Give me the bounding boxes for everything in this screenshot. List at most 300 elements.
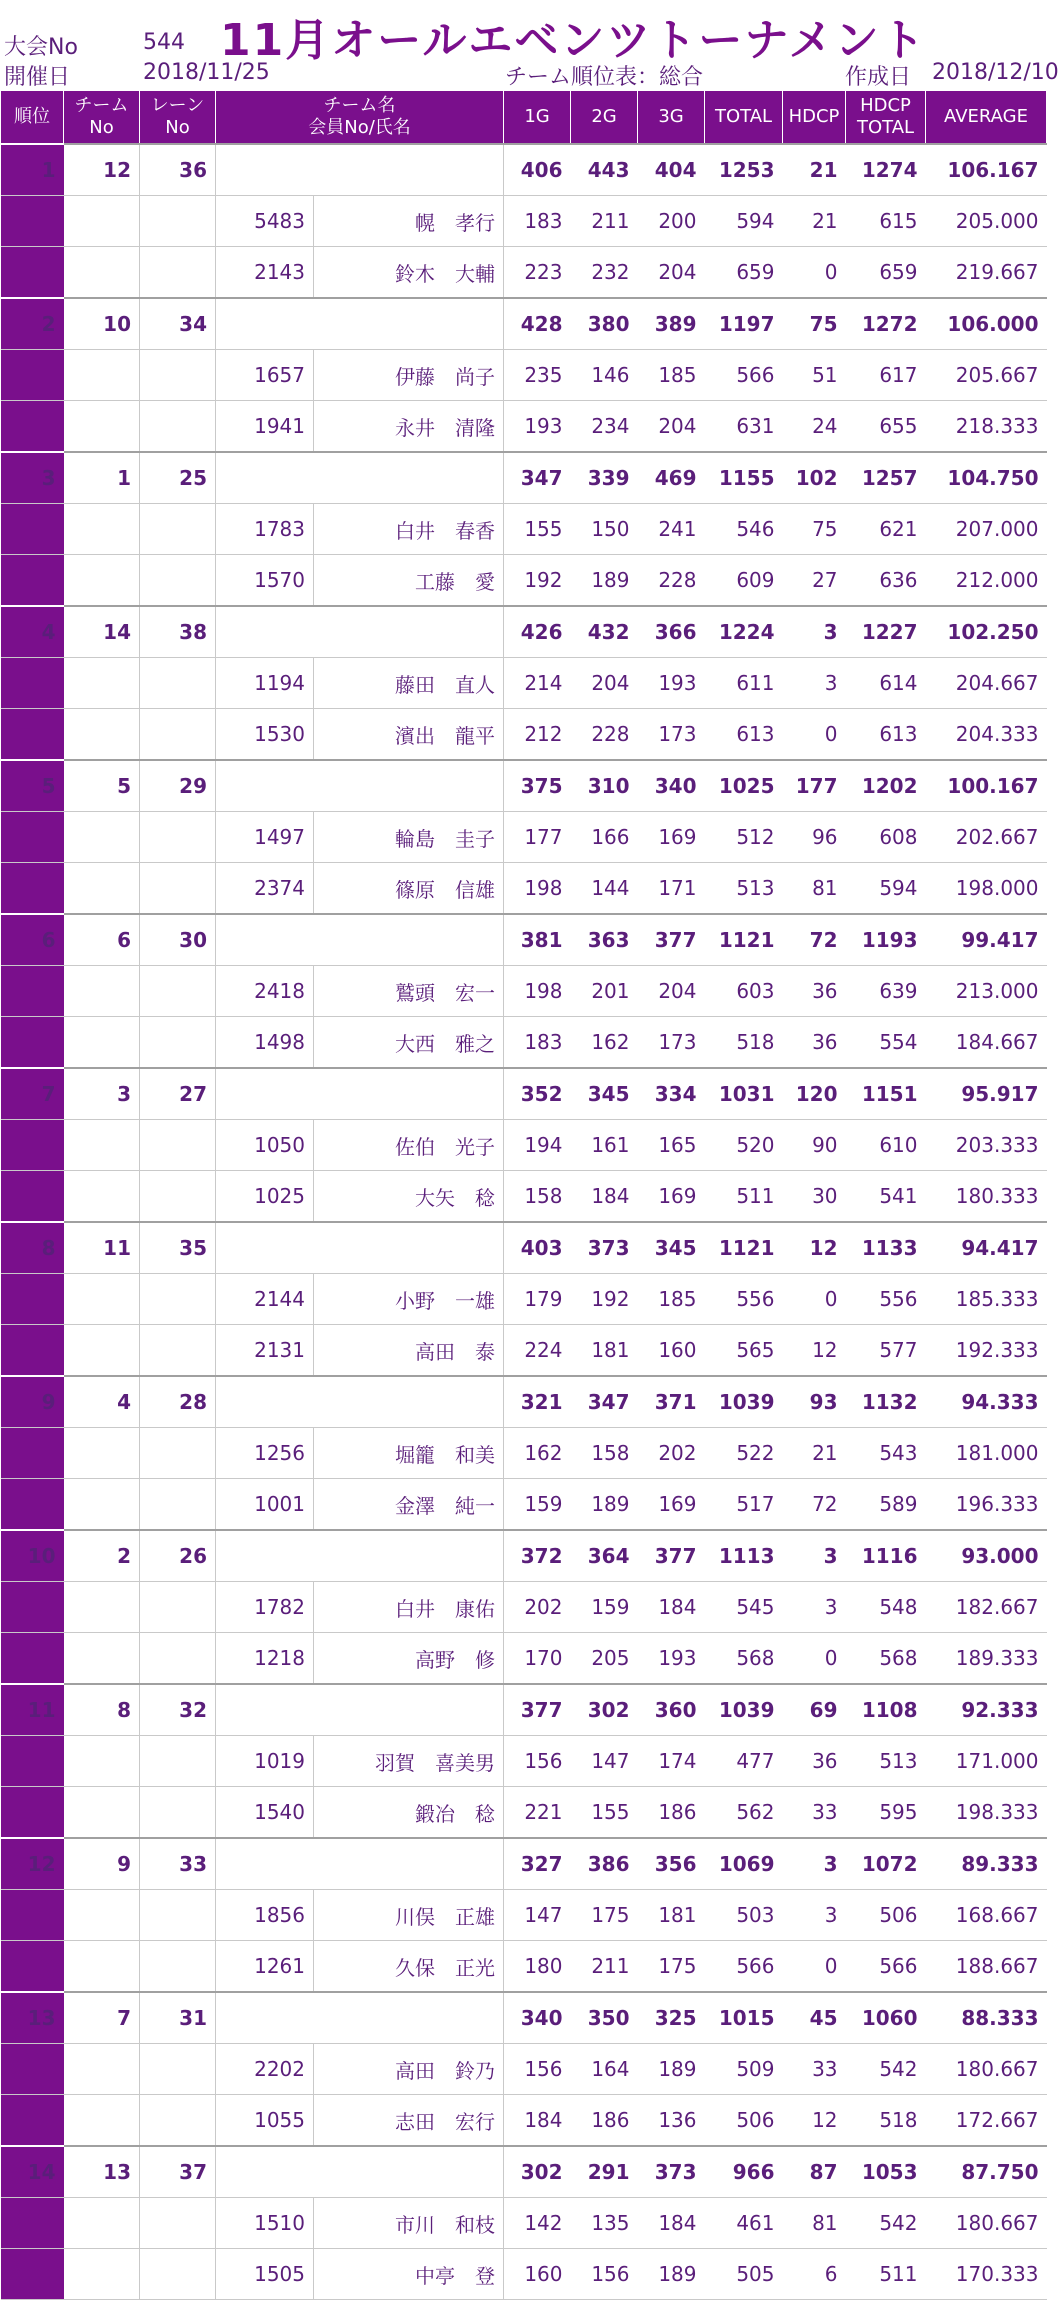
team-no: 6 — [64, 914, 140, 966]
member-g1: 184 — [504, 2095, 571, 2147]
member-hdcp: 0 — [783, 1633, 846, 1685]
tournament-title: 11月オールエベンツトーナメント — [220, 15, 927, 66]
member-team-blank — [64, 1787, 140, 1839]
col-average: AVERAGE — [926, 91, 1047, 145]
member-team-blank — [64, 196, 140, 247]
member-hdcp-total: 617 — [846, 350, 926, 401]
member-no: 1261 — [216, 1941, 314, 1993]
member-hdcp-total: 541 — [846, 1171, 926, 1223]
member-no: 1856 — [216, 1890, 314, 1941]
member-team-blank — [64, 1428, 140, 1479]
member-hdcp: 90 — [783, 1120, 846, 1171]
member-average: 205.000 — [926, 196, 1047, 247]
member-hdcp: 21 — [783, 1428, 846, 1479]
member-g1: 224 — [504, 1325, 571, 1377]
member-g1: 192 — [504, 555, 571, 607]
team-hdcp-total: 1257 — [846, 452, 926, 504]
member-g3: 173 — [638, 709, 705, 761]
member-total: 566 — [705, 350, 783, 401]
member-g2: 164 — [571, 2044, 638, 2095]
member-g3: 184 — [638, 1582, 705, 1633]
team-total: 1039 — [705, 1684, 783, 1736]
team-g1: 372 — [504, 1530, 571, 1582]
team-no: 8 — [64, 1684, 140, 1736]
team-hdcp: 69 — [783, 1684, 846, 1736]
member-g1: 180 — [504, 1941, 571, 1993]
member-team-blank — [64, 2044, 140, 2095]
team-total: 1197 — [705, 298, 783, 350]
team-row — [1, 452, 1047, 504]
team-g1: 327 — [504, 1838, 571, 1890]
member-g1: 214 — [504, 658, 571, 709]
rank-filler — [1, 555, 64, 607]
rank-filler — [1, 1736, 64, 1787]
team-hdcp-total: 1132 — [846, 1376, 926, 1428]
team-g1: 347 — [504, 452, 571, 504]
team-name-cell — [216, 1684, 504, 1736]
team-total: 1113 — [705, 1530, 783, 1582]
member-team-blank — [64, 658, 140, 709]
member-lane-blank — [140, 2249, 216, 2300]
col-game2: 2G — [571, 91, 638, 145]
team-no: 5 — [64, 760, 140, 812]
member-average: 180.667 — [926, 2198, 1047, 2249]
member-hdcp-total: 589 — [846, 1479, 926, 1531]
team-name-cell — [216, 760, 504, 812]
member-no: 1570 — [216, 555, 314, 607]
team-average: 104.750 — [926, 452, 1047, 504]
lane-no: 31 — [140, 1992, 216, 2044]
member-g2: 234 — [571, 401, 638, 453]
team-row — [1, 298, 1047, 350]
member-total: 594 — [705, 196, 783, 247]
member-lane-blank — [140, 2198, 216, 2249]
col-hdcp-total: HDCP TOTAL — [846, 91, 926, 145]
team-total: 1121 — [705, 1222, 783, 1274]
team-name-cell — [216, 1222, 504, 1274]
team-no: 3 — [64, 1068, 140, 1120]
member-hdcp-total: 566 — [846, 1941, 926, 1993]
member-hdcp: 36 — [783, 1017, 846, 1069]
member-average: 202.667 — [926, 812, 1047, 863]
member-hdcp-total: 614 — [846, 658, 926, 709]
member-average: 181.000 — [926, 1428, 1047, 1479]
team-g3: 389 — [638, 298, 705, 350]
rank-filler — [1, 1325, 64, 1377]
member-team-blank — [64, 1479, 140, 1531]
member-g2: 135 — [571, 2198, 638, 2249]
member-lane-blank — [140, 1736, 216, 1787]
team-g3: 373 — [638, 2146, 705, 2198]
team-average: 102.250 — [926, 606, 1047, 658]
member-lane-blank — [140, 1787, 216, 1839]
member-no: 1505 — [216, 2249, 314, 2300]
team-hdcp-total: 1053 — [846, 2146, 926, 2198]
team-g3: 325 — [638, 1992, 705, 2044]
member-g2: 204 — [571, 658, 638, 709]
member-row — [1, 1787, 1047, 1839]
document-header — [0, 0, 1061, 90]
member-g2: 201 — [571, 966, 638, 1017]
member-lane-blank — [140, 401, 216, 453]
team-g3: 377 — [638, 1530, 705, 1582]
member-row — [1, 812, 1047, 863]
member-g3: 171 — [638, 863, 705, 915]
team-g2: 373 — [571, 1222, 638, 1274]
col-name: チーム名 会員No/氏名 — [216, 91, 504, 145]
member-g2: 211 — [571, 1941, 638, 1993]
member-no: 1783 — [216, 504, 314, 555]
col-game1: 1G — [504, 91, 571, 145]
member-no: 2202 — [216, 2044, 314, 2095]
member-average: 189.333 — [926, 1633, 1047, 1685]
member-no: 1530 — [216, 709, 314, 761]
team-no: 2 — [64, 1530, 140, 1582]
member-g3: 185 — [638, 350, 705, 401]
member-hdcp: 75 — [783, 504, 846, 555]
team-g3: 404 — [638, 144, 705, 196]
member-name: 伊藤 尚子 — [314, 350, 504, 401]
member-total: 513 — [705, 863, 783, 915]
member-average: 188.667 — [926, 1941, 1047, 1993]
member-g2: 161 — [571, 1120, 638, 1171]
team-average: 94.333 — [926, 1376, 1047, 1428]
team-g1: 375 — [504, 760, 571, 812]
member-hdcp-total: 594 — [846, 863, 926, 915]
rank-filler — [1, 2249, 64, 2300]
member-average: 171.000 — [926, 1736, 1047, 1787]
team-total: 1039 — [705, 1376, 783, 1428]
member-row — [1, 2095, 1047, 2147]
member-total: 477 — [705, 1736, 783, 1787]
member-no: 1055 — [216, 2095, 314, 2147]
team-g3: 356 — [638, 1838, 705, 1890]
team-total: 1015 — [705, 1992, 783, 2044]
member-lane-blank — [140, 1890, 216, 1941]
member-lane-blank — [140, 2095, 216, 2147]
member-g2: 146 — [571, 350, 638, 401]
lane-no: 26 — [140, 1530, 216, 1582]
member-no: 1510 — [216, 2198, 314, 2249]
member-average: 204.667 — [926, 658, 1047, 709]
member-hdcp: 0 — [783, 247, 846, 299]
team-g2: 310 — [571, 760, 638, 812]
member-name: 藤田 直人 — [314, 658, 504, 709]
team-row — [1, 1376, 1047, 1428]
rank-filler — [1, 1479, 64, 1531]
member-hdcp: 3 — [783, 1582, 846, 1633]
team-name-cell — [216, 914, 504, 966]
member-g1: 147 — [504, 1890, 571, 1941]
member-g3: 165 — [638, 1120, 705, 1171]
member-no: 1498 — [216, 1017, 314, 1069]
member-lane-blank — [140, 1633, 216, 1685]
member-g1: 179 — [504, 1274, 571, 1325]
team-g1: 426 — [504, 606, 571, 658]
member-row — [1, 247, 1047, 299]
member-name: 白井 春香 — [314, 504, 504, 555]
member-g2: 184 — [571, 1171, 638, 1223]
member-g1: 170 — [504, 1633, 571, 1685]
member-g1: 142 — [504, 2198, 571, 2249]
team-rank: 5 — [1, 760, 64, 812]
team-row — [1, 2146, 1047, 2198]
member-team-blank — [64, 1171, 140, 1223]
member-hdcp: 12 — [783, 1325, 846, 1377]
member-g1: 183 — [504, 1017, 571, 1069]
standings-table — [0, 90, 1047, 2300]
member-g1: 183 — [504, 196, 571, 247]
member-lane-blank — [140, 1428, 216, 1479]
date-label: 開催日 — [4, 65, 71, 90]
member-name: 堀籠 和美 — [314, 1428, 504, 1479]
team-total: 1069 — [705, 1838, 783, 1890]
member-g1: 235 — [504, 350, 571, 401]
member-total: 562 — [705, 1787, 783, 1839]
member-g1: 156 — [504, 1736, 571, 1787]
team-hdcp: 177 — [783, 760, 846, 812]
member-g1: 202 — [504, 1582, 571, 1633]
member-no: 1001 — [216, 1479, 314, 1531]
rank-filler — [1, 504, 64, 555]
rank-filler — [1, 1274, 64, 1325]
team-rank: 11 — [1, 1684, 64, 1736]
member-row — [1, 1171, 1047, 1223]
team-hdcp: 120 — [783, 1068, 846, 1120]
member-name: 高野 修 — [314, 1633, 504, 1685]
member-team-blank — [64, 1017, 140, 1069]
team-hdcp-total: 1133 — [846, 1222, 926, 1274]
member-hdcp-total: 556 — [846, 1274, 926, 1325]
member-g2: 156 — [571, 2249, 638, 2300]
member-hdcp-total: 513 — [846, 1736, 926, 1787]
team-total: 1224 — [705, 606, 783, 658]
member-g3: 204 — [638, 247, 705, 299]
member-g3: 181 — [638, 1890, 705, 1941]
team-no: 12 — [64, 144, 140, 196]
member-g3: 193 — [638, 658, 705, 709]
member-row — [1, 1325, 1047, 1377]
member-total: 546 — [705, 504, 783, 555]
rank-filler — [1, 1017, 64, 1069]
team-row — [1, 1684, 1047, 1736]
member-total: 509 — [705, 2044, 783, 2095]
member-row — [1, 966, 1047, 1017]
team-name-cell — [216, 2146, 504, 2198]
member-team-blank — [64, 812, 140, 863]
member-g3: 169 — [638, 1171, 705, 1223]
team-average: 100.167 — [926, 760, 1047, 812]
member-hdcp: 96 — [783, 812, 846, 863]
lane-no: 32 — [140, 1684, 216, 1736]
member-no: 1256 — [216, 1428, 314, 1479]
member-total: 611 — [705, 658, 783, 709]
team-g3: 371 — [638, 1376, 705, 1428]
member-average: 213.000 — [926, 966, 1047, 1017]
member-total: 603 — [705, 966, 783, 1017]
team-no: 14 — [64, 606, 140, 658]
team-g3: 345 — [638, 1222, 705, 1274]
member-team-blank — [64, 1274, 140, 1325]
member-no: 2131 — [216, 1325, 314, 1377]
member-average: 198.333 — [926, 1787, 1047, 1839]
member-row — [1, 2249, 1047, 2300]
team-g2: 345 — [571, 1068, 638, 1120]
member-total: 609 — [705, 555, 783, 607]
member-row — [1, 504, 1047, 555]
member-hdcp: 12 — [783, 2095, 846, 2147]
team-g1: 403 — [504, 1222, 571, 1274]
member-g2: 211 — [571, 196, 638, 247]
member-row — [1, 863, 1047, 915]
team-rank: 6 — [1, 914, 64, 966]
team-g3: 469 — [638, 452, 705, 504]
member-g2: 189 — [571, 1479, 638, 1531]
team-hdcp: 3 — [783, 1838, 846, 1890]
lane-no: 33 — [140, 1838, 216, 1890]
member-lane-blank — [140, 709, 216, 761]
team-no: 11 — [64, 1222, 140, 1274]
col-rank: 順位 — [1, 91, 64, 145]
member-hdcp-total: 659 — [846, 247, 926, 299]
member-average: 172.667 — [926, 2095, 1047, 2147]
created-date: 2018/12/10 — [932, 60, 1059, 85]
member-team-blank — [64, 504, 140, 555]
team-g1: 302 — [504, 2146, 571, 2198]
member-lane-blank — [140, 1274, 216, 1325]
team-hdcp-total: 1060 — [846, 1992, 926, 2044]
member-no: 2374 — [216, 863, 314, 915]
team-row — [1, 1992, 1047, 2044]
team-hdcp-total: 1227 — [846, 606, 926, 658]
member-name: 羽賀 喜美男 — [314, 1736, 504, 1787]
team-g2: 443 — [571, 144, 638, 196]
member-average: 182.667 — [926, 1582, 1047, 1633]
team-rank: 14 — [1, 2146, 64, 2198]
member-team-blank — [64, 1890, 140, 1941]
team-no: 4 — [64, 1376, 140, 1428]
team-row — [1, 914, 1047, 966]
table-header-row — [1, 91, 1047, 145]
member-g3: 193 — [638, 1633, 705, 1685]
team-g2: 432 — [571, 606, 638, 658]
member-no: 1540 — [216, 1787, 314, 1839]
member-average: 170.333 — [926, 2249, 1047, 2300]
member-team-blank — [64, 555, 140, 607]
rank-filler — [1, 966, 64, 1017]
member-total: 568 — [705, 1633, 783, 1685]
member-row — [1, 709, 1047, 761]
member-g2: 150 — [571, 504, 638, 555]
team-hdcp-total: 1116 — [846, 1530, 926, 1582]
member-no: 2144 — [216, 1274, 314, 1325]
member-row — [1, 1479, 1047, 1531]
member-hdcp: 51 — [783, 350, 846, 401]
member-hdcp-total: 542 — [846, 2198, 926, 2249]
member-hdcp: 3 — [783, 658, 846, 709]
col-total: TOTAL — [705, 91, 783, 145]
team-rank: 12 — [1, 1838, 64, 1890]
member-lane-blank — [140, 247, 216, 299]
member-g1: 158 — [504, 1171, 571, 1223]
lane-no: 37 — [140, 2146, 216, 2198]
member-g3: 189 — [638, 2044, 705, 2095]
lane-no: 30 — [140, 914, 216, 966]
rank-filler — [1, 1120, 64, 1171]
team-name-cell — [216, 1376, 504, 1428]
team-total: 1121 — [705, 914, 783, 966]
team-hdcp-total: 1272 — [846, 298, 926, 350]
member-team-blank — [64, 247, 140, 299]
member-g3: 136 — [638, 2095, 705, 2147]
rank-filler — [1, 2198, 64, 2249]
member-lane-blank — [140, 1325, 216, 1377]
member-g3: 186 — [638, 1787, 705, 1839]
member-no: 1497 — [216, 812, 314, 863]
member-average: 184.667 — [926, 1017, 1047, 1069]
member-g2: 144 — [571, 863, 638, 915]
rank-filler — [1, 1941, 64, 1993]
member-lane-blank — [140, 812, 216, 863]
member-lane-blank — [140, 658, 216, 709]
member-total: 512 — [705, 812, 783, 863]
team-hdcp-total: 1193 — [846, 914, 926, 966]
member-average: 203.333 — [926, 1120, 1047, 1171]
standings-body — [1, 144, 1047, 2300]
team-rank: 10 — [1, 1530, 64, 1582]
rank-filler — [1, 247, 64, 299]
member-name: 輪島 圭子 — [314, 812, 504, 863]
team-rank: 7 — [1, 1068, 64, 1120]
lane-no: 35 — [140, 1222, 216, 1274]
col-team-no: チーム No — [64, 91, 140, 145]
member-g2: 232 — [571, 247, 638, 299]
member-total: 556 — [705, 1274, 783, 1325]
member-no: 2418 — [216, 966, 314, 1017]
team-name-cell — [216, 1992, 504, 2044]
team-hdcp: 102 — [783, 452, 846, 504]
member-team-blank — [64, 863, 140, 915]
member-name: 永井 清隆 — [314, 401, 504, 453]
member-team-blank — [64, 2095, 140, 2147]
member-g3: 204 — [638, 401, 705, 453]
team-name-cell — [216, 298, 504, 350]
team-hdcp: 12 — [783, 1222, 846, 1274]
member-team-blank — [64, 1633, 140, 1685]
team-g2: 386 — [571, 1838, 638, 1890]
team-rank: 2 — [1, 298, 64, 350]
team-total: 1155 — [705, 452, 783, 504]
member-g3: 174 — [638, 1736, 705, 1787]
rank-filler — [1, 401, 64, 453]
member-g2: 189 — [571, 555, 638, 607]
member-g3: 204 — [638, 966, 705, 1017]
member-team-blank — [64, 1582, 140, 1633]
member-g1: 212 — [504, 709, 571, 761]
team-g3: 377 — [638, 914, 705, 966]
member-hdcp-total: 613 — [846, 709, 926, 761]
member-hdcp: 0 — [783, 1941, 846, 1993]
team-average: 92.333 — [926, 1684, 1047, 1736]
member-hdcp-total: 608 — [846, 812, 926, 863]
team-g1: 321 — [504, 1376, 571, 1428]
member-no: 2143 — [216, 247, 314, 299]
rank-filler — [1, 863, 64, 915]
team-no: 7 — [64, 1992, 140, 2044]
team-total: 1031 — [705, 1068, 783, 1120]
member-total: 518 — [705, 1017, 783, 1069]
rank-filler — [1, 2044, 64, 2095]
